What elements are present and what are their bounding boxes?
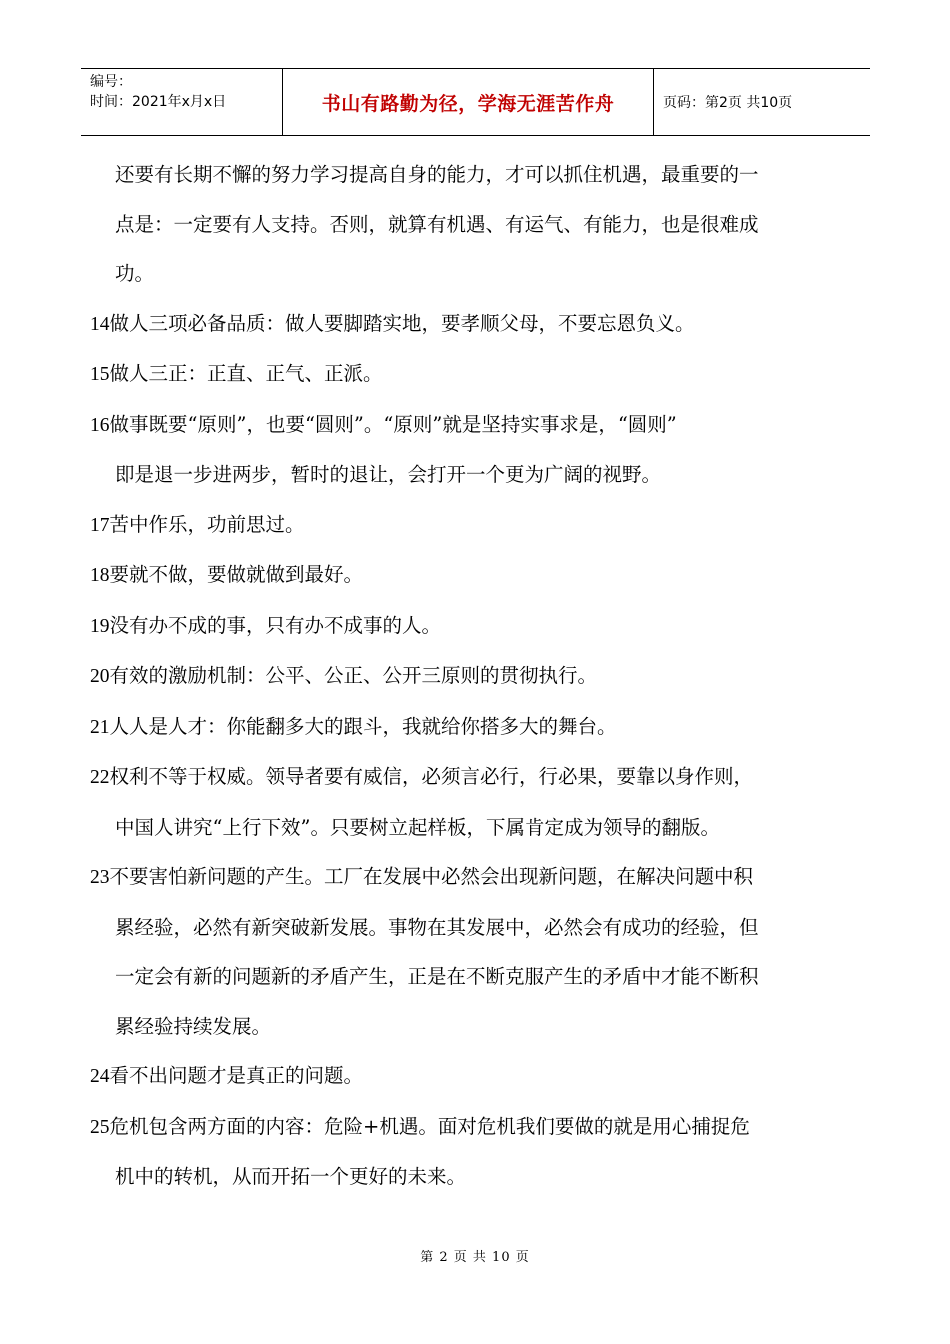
item-text: 危机包含两方面的内容：危险+机遇。面对危机我们要做的就是用心捕捉危 bbox=[109, 1114, 750, 1138]
list-item bbox=[90, 852, 870, 1051]
text-line: 点是：一定要有人支持。否则，就算有机遇、有运气、有能力，也是很难成 bbox=[115, 212, 759, 236]
text-line bbox=[90, 400, 870, 451]
item-number: 25 bbox=[90, 1116, 110, 1138]
item-list bbox=[90, 299, 870, 1202]
text-line: 中国人讲究“上行下效”。只要树立起样板，下属肯定成为领导的翻版。 bbox=[115, 815, 720, 839]
item-number: 14 bbox=[90, 313, 110, 335]
text-line: 机中的转机，从而开拓一个更好的未来。 bbox=[115, 1165, 467, 1188]
item-number: 16 bbox=[90, 414, 110, 436]
text-line: 累经验，必然有新突破新发展。事物在其发展中，必然会有成功的经验，但 bbox=[115, 915, 759, 939]
header-page-info: 页码：第2页 共10页 bbox=[663, 95, 793, 111]
list-item bbox=[90, 400, 870, 500]
item-text: 权利不等于权威。领导者要有威信，必须言必行，行必果，要靠以身作则， bbox=[109, 765, 754, 788]
text-line: 累经验持续发展。 bbox=[115, 1014, 272, 1038]
text-line bbox=[90, 550, 870, 601]
page-footer: 第 2 页 共 10 页 bbox=[420, 1250, 530, 1265]
text-line: 一定会有新的问题新的矛盾产生，正是在不断克服产生的矛盾中才能不断积 bbox=[115, 965, 759, 988]
header-id-label: 编号： bbox=[90, 74, 132, 90]
text-line bbox=[90, 349, 870, 400]
item-number: 17 bbox=[90, 514, 110, 536]
list-item bbox=[90, 1051, 870, 1102]
text-line bbox=[90, 702, 870, 753]
item-number: 23 bbox=[90, 867, 110, 888]
item-text: 要就不做，要做就做到最好。 bbox=[109, 563, 364, 586]
continuation-paragraph bbox=[90, 150, 870, 299]
text-line bbox=[90, 500, 870, 551]
item-text: 苦中作乐，功前思过。 bbox=[109, 512, 305, 536]
text-line bbox=[90, 651, 870, 702]
item-number: 20 bbox=[90, 666, 110, 687]
text-line bbox=[90, 601, 870, 652]
item-text: 人人是人才：你能翻多大的跟斗，我就给你搭多大的舞台。 bbox=[109, 714, 617, 738]
header-motto: 书山有路勤为径，学海无涯苦作舟 bbox=[321, 92, 615, 115]
header-meta bbox=[81, 69, 282, 135]
text-line bbox=[90, 1051, 870, 1102]
item-text: 看不出问题才是真正的问题。 bbox=[109, 1064, 364, 1087]
item-number: 24 bbox=[90, 1066, 110, 1087]
list-item bbox=[90, 702, 870, 753]
document-body bbox=[90, 150, 870, 1202]
list-item bbox=[90, 349, 870, 400]
item-number: 19 bbox=[90, 615, 110, 637]
item-text: 做人三正：正直、正气、正派。 bbox=[109, 362, 383, 385]
item-text: 做事既要“原则”，也要“圆则”。“原则”就是坚持实事求是，“圆则” bbox=[109, 412, 677, 436]
item-number: 15 bbox=[90, 364, 110, 385]
list-item bbox=[90, 601, 870, 652]
text-line: 即是退一步进两步，暂时的退让，会打开一个更为广阔的视野。 bbox=[115, 463, 662, 486]
text-line: 功。 bbox=[115, 262, 155, 285]
page-header bbox=[81, 68, 870, 136]
item-text: 没有办不成的事，只有办不成事的人。 bbox=[109, 613, 442, 637]
text-line bbox=[90, 752, 870, 803]
list-item bbox=[90, 550, 870, 601]
item-text: 有效的激励机制：公平、公正、公开三原则的贯彻执行。 bbox=[109, 664, 598, 687]
text-line bbox=[90, 299, 870, 350]
item-number: 18 bbox=[90, 565, 110, 586]
list-item bbox=[90, 651, 870, 702]
list-item bbox=[90, 1102, 870, 1202]
header-motto-cell bbox=[282, 69, 654, 135]
list-item bbox=[90, 299, 870, 350]
header-page-cell bbox=[654, 69, 870, 135]
item-text: 不要害怕新问题的产生。工厂在发展中必然会出现新问题，在解决问题中积 bbox=[109, 865, 754, 888]
item-text: 做人三项必备品质：做人要脚踏实地，要孝顺父母，不要忘恩负义。 bbox=[109, 311, 695, 335]
text-line bbox=[90, 852, 870, 903]
text-line: 还要有长期不懈的努力学习提高自身的能力，才可以抓住机遇，最重要的一 bbox=[115, 163, 759, 186]
text-line bbox=[90, 1102, 870, 1153]
header-date-label: 时间：2021年x月x日 bbox=[90, 94, 227, 110]
list-item bbox=[90, 500, 870, 551]
item-number: 22 bbox=[90, 767, 110, 788]
list-item bbox=[90, 752, 870, 852]
item-number: 21 bbox=[90, 716, 110, 738]
